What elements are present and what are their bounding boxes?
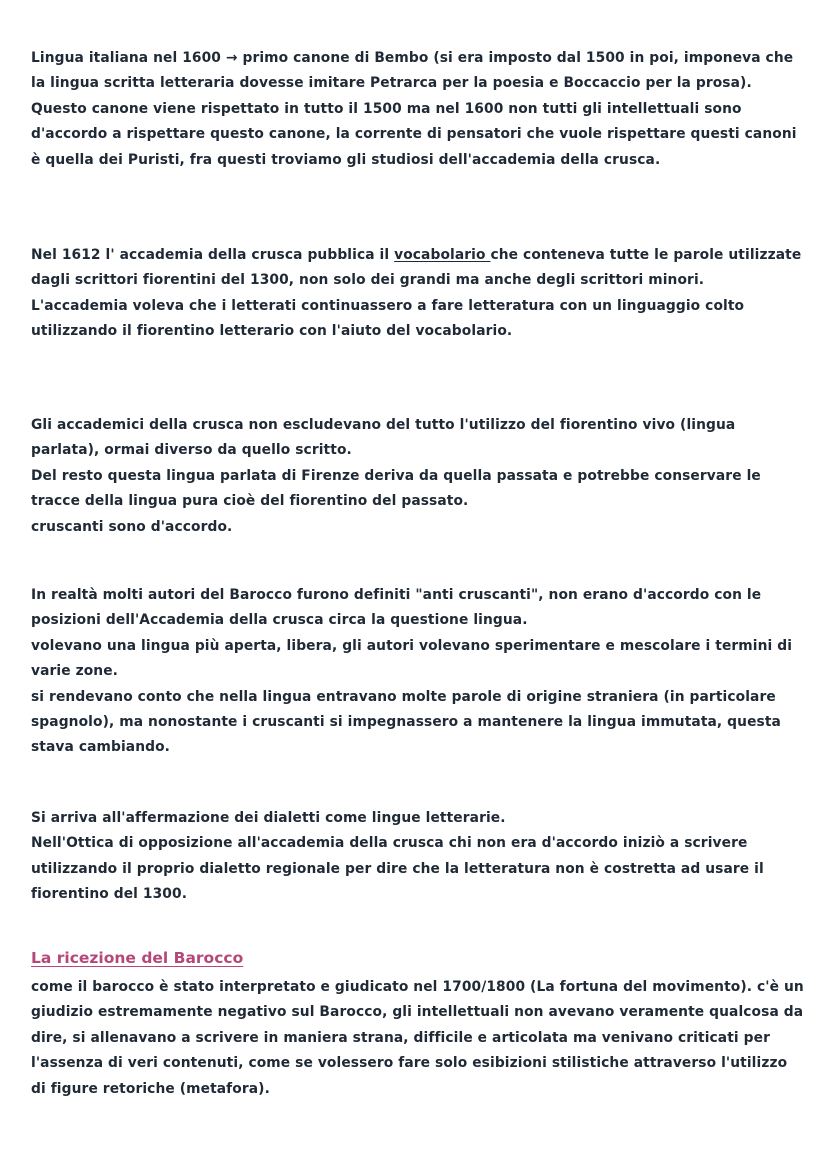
- paragraph-line: come il barocco è stato interpretato e giudicato nel 1700/1800 (La fortuna del movimento). c'è un giudizio estremamente negativo sul Barocco, gli intellettuali non avevano veramente qualcosa da dire, si allenavano a scrivere in maniera strana, difficile e articolata ma venivano criticati per l'assenza di veri contenuti, come se volessero fare solo esibizioni stilistiche attraverso l'utilizzo di figure retoriche (metafora).: [31, 979, 804, 1097]
- underlined-term: vocabolario: [394, 247, 491, 263]
- paragraph-line: Questo canone viene rispettato in tutto il 1500 ma nel 1600 non tutti gli intellettuali sono d'accordo a rispettare questo canone, la corrente di pensatori che vuole rispettare questi canoni è quella dei Puristi, fra questi troviamo gli studiosi dell'accademia della crusca.: [31, 100, 797, 168]
- paragraph-line: Gli accademici della crusca non escludevano del tutto l'utilizzo del fiorentino vivo (lingua parlata), ormai diverso da quello scritto.: [31, 417, 736, 459]
- text-span: che conteneva tutte le parole utilizzate dagli scrittori fiorentini del 1300, non solo dei grandi ma anche degli scrittori minori.: [31, 247, 802, 289]
- text-span: Nel 1612 l' accademia della crusca pubblica il: [31, 247, 395, 263]
- paragraph-line: L'accademia voleva che i letterati continuassero a fare letteratura con un linguaggio colto utilizzando il fiorentino letterario con l'aiuto del vocabolario.: [31, 297, 745, 340]
- paragraph-dialetti: [31, 806, 806, 908]
- paragraph-line: In realtà molti autori del Barocco furono definiti "anti cruscanti", non erano d'accordo con le posizioni dell'Accademia della crusca circa la questione lingua.: [31, 587, 762, 629]
- paragraph-anti-cruscanti: [31, 583, 806, 761]
- paragraph-fiorentino-vivo: [31, 413, 806, 540]
- paragraph-bembo-canon: [31, 46, 806, 173]
- paragraph-line: Lingua italiana nel 1600 → primo canone di Bembo (si era imposto dal 1500 in poi, imponeva che la lingua scritta letteraria dovesse imitare Petrarca per la poesia e Boccaccio per la prosa).: [31, 50, 794, 92]
- paragraph-line: si rendevano conto che nella lingua entravano molte parole di origine straniera (in particolare spagnolo), ma nonostante i cruscanti si impegnassero a mantenere la lingua immutata, questa stava cambiando.: [31, 688, 781, 756]
- paragraph-line: Del resto questa lingua parlata di Firenze deriva da quella passata e potrebbe conservare le tracce della lingua pura cioè del fiorentino del passato.: [31, 467, 761, 510]
- paragraph-line: [31, 243, 806, 294]
- paragraph-line: Si arriva all'affermazione dei dialetti come lingue letterarie.: [31, 810, 506, 826]
- paragraph-vocabolario: [31, 243, 806, 345]
- paragraph-line: volevano una lingua più aperta, libera, gli autori volevano sperimentare e mescolare i termini di varie zone.: [31, 637, 793, 680]
- paragraph-ricezione: [31, 975, 806, 1102]
- paragraph-line: Nell'Ottica di opposizione all'accademia della crusca chi non era d'accordo iniziò a scrivere utilizzando il proprio dialetto regionale per dire che la letteratura non è costretta ad usare il fiorentino del 1300.: [31, 835, 764, 903]
- paragraph-line: cruscanti sono d'accordo.: [31, 518, 233, 535]
- section-heading-ricezione-barocco: La ricezione del Barocco: [31, 949, 244, 967]
